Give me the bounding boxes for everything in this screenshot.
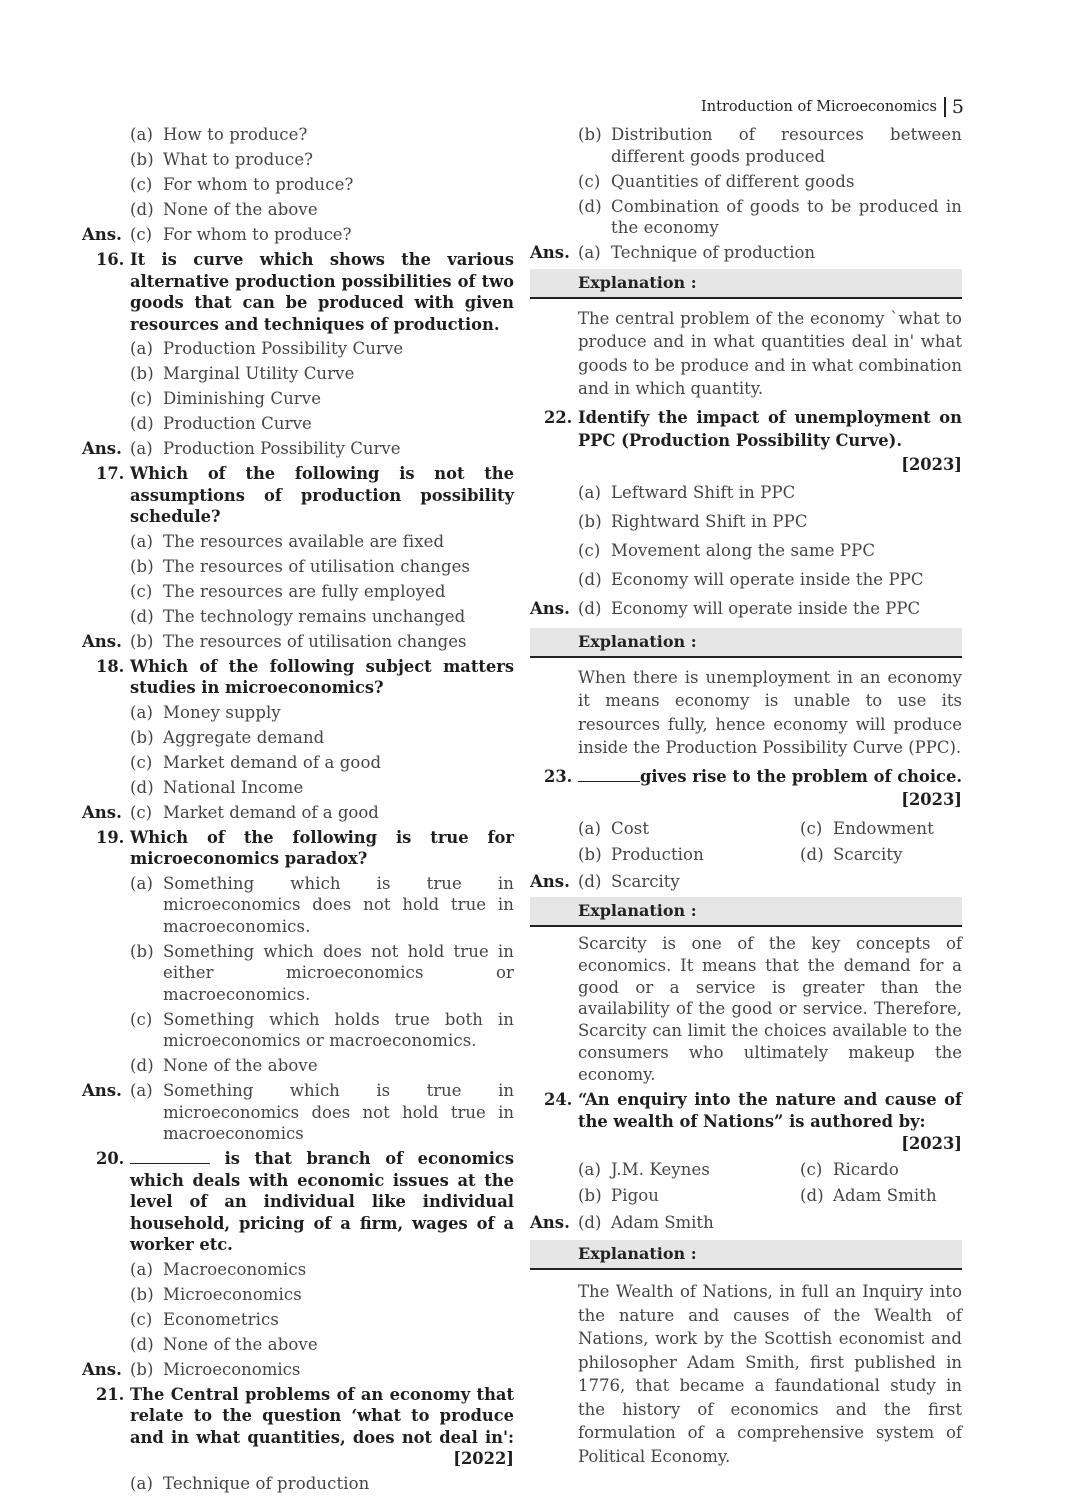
- option-label: (d): [800, 845, 824, 864]
- option-text: National Income: [163, 777, 304, 797]
- option-text: Adam Smith: [833, 1186, 937, 1206]
- option-text: Something which does not hold true in either microeconomics or macroeconomics.: [163, 941, 514, 1004]
- q15-options: [82, 124, 514, 221]
- option-text: The resources available are fixed: [163, 531, 445, 551]
- option-text: Production Possibility Curve: [163, 339, 404, 358]
- answer-label: (c): [130, 802, 153, 822]
- answer: [82, 1080, 514, 1145]
- option-text: For whom to produce?: [163, 175, 354, 194]
- option: [130, 199, 514, 221]
- answer: [82, 1359, 514, 1381]
- question-17: [82, 463, 514, 528]
- answer-prefix: Ans.: [82, 225, 122, 244]
- answer-prefix: Ans.: [530, 243, 570, 262]
- option-text: Pigou: [611, 1186, 660, 1206]
- option: [130, 413, 514, 435]
- explanation-text: The central problem of the economy `what to produce and in what quantities deal in' what goods to be produce and in what combination and in which quantity.: [578, 308, 962, 398]
- answer-prefix: Ans.: [530, 871, 570, 891]
- question-text: Which of the following subject matters studies in microeconomics?: [130, 656, 514, 697]
- option-label: (d): [130, 414, 154, 433]
- explanation-header: Explanation :: [530, 269, 962, 299]
- option-text: Production: [611, 845, 704, 864]
- answer: [530, 871, 962, 893]
- answer-label: (d): [578, 599, 602, 618]
- question-number: 17.: [96, 464, 125, 483]
- answer-prefix: Ans.: [82, 802, 122, 822]
- option: [130, 727, 514, 749]
- q19-options: [82, 873, 514, 1077]
- question-text: It is curve which shows the various alternative production possibilities of two goods that can be produced with given resources and techniques of production.: [130, 250, 514, 334]
- fill-in-blank: [578, 781, 640, 782]
- option-text: Movement along the same PPC: [611, 541, 876, 560]
- running-header: [701, 96, 964, 118]
- option: [130, 1259, 514, 1281]
- option-label: (a): [578, 818, 602, 838]
- option: [578, 196, 962, 239]
- option-text: Something which is true in microeconomics does not hold true in macroeconomics.: [163, 873, 514, 936]
- option-text: Production Curve: [163, 414, 312, 433]
- option-text: Macroeconomics: [163, 1259, 307, 1279]
- explanation-header: Explanation :: [530, 1240, 962, 1270]
- option: [130, 338, 514, 360]
- question-22: [530, 406, 962, 477]
- option-label: (b): [130, 941, 154, 961]
- option-text: What to produce?: [163, 150, 314, 169]
- option-label: (b): [578, 1186, 602, 1206]
- explanation-header: Explanation :: [530, 897, 962, 927]
- running-title: Introduction of Microeconomics: [701, 99, 937, 115]
- option-text: How to produce?: [163, 125, 308, 144]
- explanation-text: The Wealth of Nations, in full an Inquiry into the nature and causes of the Wealth of Nations, work by the Scottish economist and philosopher Adam Smith, first published in 1776, that became a faundational study in the history of economics and the first formulation of a comprehensive system of Political Economy.: [578, 1282, 962, 1466]
- explanation-text: Scarcity is one of the key concepts of economics. It means that the demand for a good or a service is greater than the availability of the good or service. Therefore, Scarcity can limit the choices available to the consumers who ultimately makeup the economy.: [578, 934, 962, 1084]
- option: [578, 171, 962, 193]
- question-text: gives rise to the problem of choice.: [640, 766, 962, 786]
- option-label: (d): [578, 196, 602, 216]
- question-23: [530, 765, 962, 812]
- option: [130, 1284, 514, 1306]
- option: [578, 818, 800, 840]
- option-label: (b): [130, 727, 154, 747]
- option: [130, 124, 514, 146]
- question-text: is that branch of economics which deals with economic issues at the level of an individual like individual household, pricing of a firm, wages of a worker etc.: [130, 1149, 514, 1254]
- option-text: The technology remains unchanged: [163, 606, 466, 626]
- option-text: Economy will operate inside the PPC: [611, 570, 924, 589]
- explanation-text: When there is unemployment in an economy it means economy is unable to use its resources fully, hence economy will produce inside the Production Possibility Curve (PPC).: [578, 667, 962, 757]
- question-number: 18.: [96, 656, 125, 676]
- option: [578, 1159, 800, 1181]
- answer-label: (c): [130, 225, 153, 244]
- option-label: (c): [130, 581, 153, 601]
- option: [130, 531, 514, 553]
- option: [130, 941, 514, 1006]
- page-number: 5: [951, 96, 964, 118]
- option: [130, 581, 514, 603]
- answer-text: Adam Smith: [611, 1212, 714, 1232]
- option-text: Market demand of a good: [163, 752, 382, 772]
- option-text: Diminishing Curve: [163, 389, 322, 408]
- option-text: Aggregate demand: [163, 727, 325, 747]
- option-text: None of the above: [163, 1334, 318, 1354]
- option-label: (c): [130, 1309, 153, 1329]
- option-label: (a): [130, 1473, 154, 1493]
- option-label: (d): [578, 570, 602, 589]
- option-label: (b): [578, 125, 602, 144]
- q21-option-a: [82, 1473, 514, 1495]
- answer-label: (d): [578, 871, 602, 891]
- option-text: None of the above: [163, 1056, 318, 1075]
- question-19: [82, 827, 514, 870]
- option: [130, 1055, 514, 1077]
- option-label: (d): [800, 1186, 824, 1206]
- answer-label: (d): [578, 1212, 602, 1232]
- answer-label: (a): [578, 243, 601, 262]
- question-text: Which of the following is not the assumptions of production possibility schedule?: [130, 464, 514, 526]
- option-label: (a): [130, 1259, 154, 1279]
- option: [130, 1473, 514, 1495]
- question-number: 22.: [544, 407, 573, 427]
- answer-text: Production Possibility Curve: [163, 439, 401, 458]
- option-text: J.M. Keynes: [611, 1159, 710, 1179]
- answer-prefix: Ans.: [82, 1081, 122, 1100]
- question-20: [82, 1148, 514, 1256]
- option: [578, 511, 962, 533]
- option: [130, 556, 514, 578]
- answer-prefix: Ans.: [82, 631, 122, 651]
- option-label: (c): [130, 1009, 153, 1029]
- option-label: (d): [130, 200, 154, 219]
- option-text: Rightward Shift in PPC: [611, 512, 808, 531]
- answer-prefix: Ans.: [82, 439, 122, 458]
- answer-label: (a): [130, 439, 153, 458]
- option: [130, 1334, 514, 1356]
- q23-options: [530, 818, 962, 866]
- option-text: Combination of goods to be produced in the economy: [611, 196, 962, 237]
- option-label: (a): [130, 873, 154, 893]
- option: [130, 363, 514, 385]
- answer-text: Technique of production: [611, 243, 816, 262]
- option: [130, 388, 514, 410]
- option-text: Leftward Shift in PPC: [611, 483, 796, 502]
- question-text: Which of the following is true for microeconomics paradox?: [130, 827, 514, 868]
- option-label: (d): [130, 1334, 154, 1354]
- answer-text: Scarcity: [611, 871, 680, 891]
- q20-options: [82, 1259, 514, 1356]
- option-label: (b): [130, 364, 154, 383]
- question-text-wrap: [130, 1148, 514, 1256]
- option-label: (c): [578, 171, 601, 191]
- answer: [530, 1212, 962, 1234]
- option-label: (c): [800, 818, 823, 838]
- option: [130, 873, 514, 938]
- option: [800, 1159, 962, 1181]
- question-text-wrap: [578, 765, 962, 812]
- option-text: Distribution of resources between different goods produced: [611, 125, 962, 166]
- q17-options: [82, 531, 514, 628]
- question-21: [82, 1384, 514, 1470]
- option-text: Econometrics: [163, 1309, 279, 1329]
- option: [130, 1309, 514, 1331]
- option-text: Cost: [611, 818, 650, 838]
- option-text: Marginal Utility Curve: [163, 364, 355, 383]
- answer-label: (b): [130, 1359, 154, 1379]
- option: [130, 1009, 514, 1052]
- option: [800, 1185, 962, 1207]
- q21-options-cont: [530, 124, 962, 239]
- year-tag: [2023]: [901, 1133, 962, 1153]
- option: [130, 752, 514, 774]
- year-tag: [2022]: [453, 1449, 514, 1468]
- option: [578, 1185, 800, 1207]
- answer-label: (b): [130, 631, 154, 651]
- option-label: (b): [578, 845, 602, 864]
- question-number: 20.: [96, 1149, 125, 1168]
- option-text: Scarcity: [833, 845, 903, 864]
- answer-prefix: Ans.: [82, 1359, 122, 1379]
- option-label: (d): [130, 777, 154, 797]
- answer: [82, 224, 514, 246]
- option-text: Microeconomics: [163, 1284, 302, 1304]
- answer-prefix: Ans.: [530, 1212, 570, 1232]
- option-text: Endowment: [833, 818, 934, 838]
- answer-text: The resources of utilisation changes: [163, 631, 467, 651]
- option-label: (c): [800, 1159, 823, 1179]
- option: [578, 482, 962, 504]
- option-label: (c): [130, 175, 153, 194]
- option-text: None of the above: [163, 200, 318, 219]
- answer-text: Something which is true in microeconomics does not hold true in macroeconomics: [163, 1081, 514, 1143]
- option-text: Quantities of different goods: [611, 171, 855, 191]
- q16-options: [82, 338, 514, 435]
- question-text-wrap: [130, 1384, 514, 1470]
- q22-options: [530, 482, 962, 591]
- question-number: 16.: [96, 250, 125, 269]
- option-label: (a): [578, 483, 602, 502]
- question-number: 19.: [96, 827, 125, 847]
- option-label: (a): [130, 702, 154, 722]
- option-text: Money supply: [163, 702, 281, 722]
- answer-label: (a): [130, 1081, 153, 1100]
- year-tag: [2023]: [901, 454, 962, 474]
- answer-prefix: Ans.: [530, 599, 570, 618]
- answer: [530, 598, 962, 620]
- answer: [530, 242, 962, 264]
- question-number: 23.: [544, 766, 573, 786]
- answer-text: Market demand of a good: [163, 802, 379, 822]
- left-column: [82, 124, 514, 1494]
- q24-options: [530, 1159, 962, 1207]
- option: [800, 818, 962, 840]
- option-text: Something which holds true both in microeconomics or macroeconomics.: [163, 1009, 514, 1050]
- fill-in-blank: [130, 1163, 210, 1164]
- option-text: Technique of production: [163, 1473, 370, 1493]
- option-label: (a): [130, 339, 154, 358]
- q18-options: [82, 702, 514, 799]
- option-label: (d): [130, 606, 154, 626]
- answer: [82, 802, 514, 824]
- option: [130, 702, 514, 724]
- option-text: The resources are fully employed: [163, 581, 446, 601]
- option: [130, 174, 514, 196]
- question-number: 24.: [544, 1089, 573, 1109]
- option-label: (c): [130, 389, 153, 408]
- option-label: (a): [578, 1159, 602, 1179]
- option-label: (c): [578, 541, 601, 560]
- option-label: (b): [130, 150, 154, 169]
- option-text: The resources of utilisation changes: [163, 556, 471, 576]
- question-16: [82, 249, 514, 335]
- year-tag: [2023]: [901, 790, 962, 809]
- answer: [82, 631, 514, 653]
- question-text-wrap: [578, 406, 962, 477]
- answer-text: Economy will operate inside the PPC: [611, 599, 921, 618]
- option-label: (b): [130, 556, 154, 576]
- question-number: 21.: [96, 1384, 125, 1404]
- explanation-header: Explanation :: [530, 628, 962, 658]
- option: [130, 777, 514, 799]
- answer: [82, 438, 514, 460]
- option-label: (a): [130, 125, 154, 144]
- option: [578, 569, 962, 591]
- question-24: [530, 1089, 962, 1155]
- option: [578, 844, 800, 866]
- option: [800, 844, 962, 866]
- header-divider: [944, 97, 946, 117]
- answer-text: For whom to produce?: [163, 225, 352, 244]
- question-text: “An enquiry into the nature and cause of the wealth of Nations” is authored by:: [578, 1089, 962, 1131]
- option: [130, 606, 514, 628]
- option: [578, 540, 962, 562]
- option-label: (a): [130, 531, 154, 551]
- answer-text: Microeconomics: [163, 1359, 301, 1379]
- option-label: (b): [578, 512, 602, 531]
- question-text-wrap: [578, 1089, 962, 1155]
- option-label: (c): [130, 752, 153, 772]
- option-label: (d): [130, 1056, 154, 1075]
- right-column: [530, 124, 962, 1468]
- question-text: Identify the impact of unemployment on PPC (Production Possibility Curve).: [578, 407, 962, 450]
- option: [578, 124, 962, 167]
- question-text: The Central problems of an economy that relate to the question ‘what to produce and in what quantities, does not deal in':: [130, 1384, 514, 1447]
- option-text: Ricardo: [833, 1159, 899, 1179]
- option-label: (b): [130, 1284, 154, 1304]
- option: [130, 149, 514, 171]
- question-18: [82, 656, 514, 699]
